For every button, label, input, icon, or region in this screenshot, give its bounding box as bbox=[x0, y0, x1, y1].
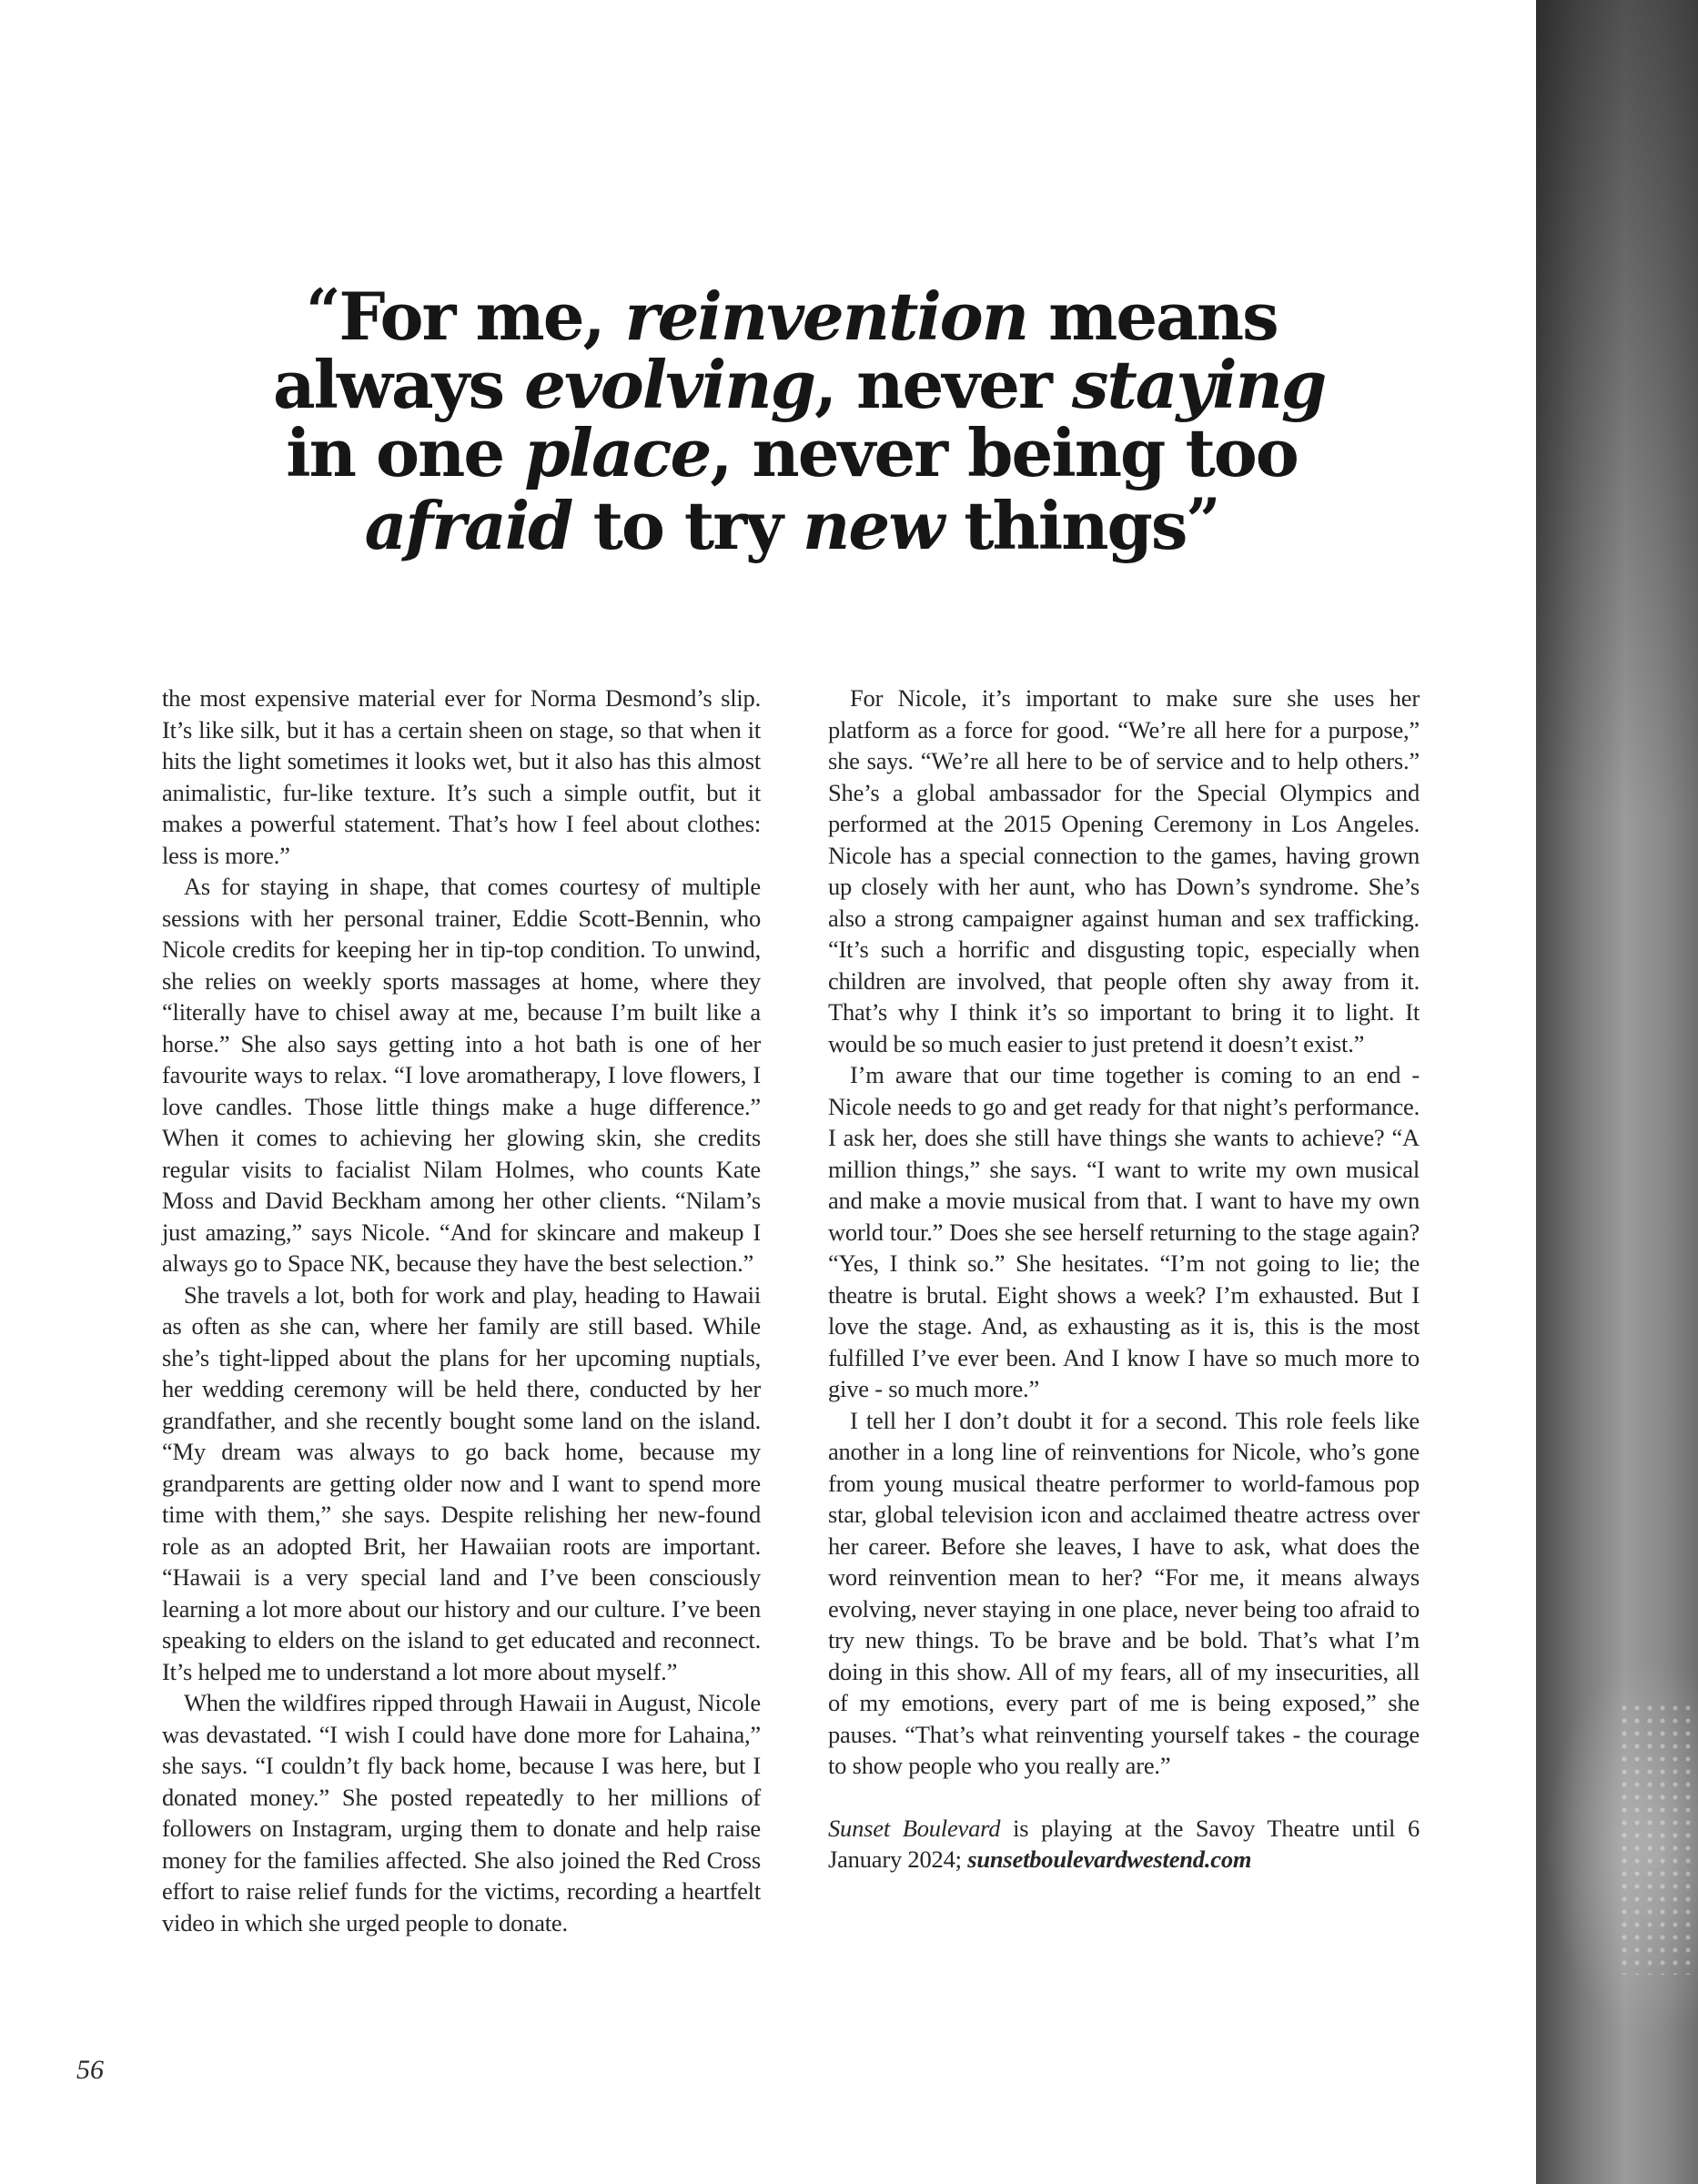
pull-quote-line-2 bbox=[273, 346, 1326, 423]
pull-quote-text: , never being too bbox=[710, 414, 1298, 491]
body-paragraph: She travels a lot, both for work and play, heading to Hawaii as often as she can, where her family are still based. While she’s tight-lipped about the plans for her upcoming nuptials, her wedding ceremony will be held there, conducted by her grandfather, and she recently bought some land on the island. “My dream was always to go back home, because my grandparents are getting older now and I want to spend more time with them,” she says. Despite relishing her new-found role as an adopted Brit, her Hawaiian roots are important. “Hawaii is a very special land and I’ve been consciously learning a lot more about our history and our culture. I’ve been speaking to elders on the island to get educated and reconnect. It’s helped me to understand a lot more about myself.” bbox=[162, 1280, 761, 1685]
page-number: 56 bbox=[76, 2055, 104, 2085]
body-paragraph: As for staying in shape, that comes courtesy of multiple sessions with her personal trainer, Eddie Scott-Bennin, who Nicole credits for keeping her in tip-top condition. To unwind, she relies on weekly sports massages at home, where they “literally have to chisel away at me, because I’m built like a horse.” She also says getting into a hot bath is one of her favourite ways to relax. “I love aromatherapy, I love flowers, I love candles. Those little things make a huge difference.” When it comes to achieving her glowing skin, she credits regular visits to facialist Nilam Holmes, who counts Kate Moss and David Beckham among her other clients. “Nilam’s just amazing,” says Nicole. “And for skincare and makeup I always go to Space NK, because they have the best selection.” bbox=[162, 873, 761, 1277]
photo-shadow bbox=[1536, 0, 1698, 819]
photo-tulle-texture bbox=[1618, 1702, 1698, 1975]
pull-quote-text: to try bbox=[571, 487, 804, 564]
pull-quote bbox=[273, 276, 1326, 564]
pull-quote-text: means bbox=[1027, 278, 1278, 355]
show-credit bbox=[828, 1813, 1420, 1876]
body-paragraph: the most expensive material ever for Norma Desmond’s slip. It’s like silk, but it has a certain sheen on stage, so that when it hits the light sometimes it looks wet, but it also has this almost animalistic, fur-like texture. It’s such a simple outfit, but it makes a powerful statement. That’s how I feel about clothes: less is more.” bbox=[162, 684, 761, 869]
body-paragraph: For Nicole, it’s important to make sure she uses her platform as a force for good. “We’re all here for a purpose,” she says. “We’re all here to be of service and to help others.” She’s a global ambassador for the Special Olympics and performed at the 2015 Opening Ceremony in Los Angeles. Nicole has a special connection to the games, having grown up closely with her aunt, who has Down’s syndrome. She’s also a strong campaigner against human and sex trafficking. “It’s such a horrific and disgusting topic, especially when children are involved, that people often shy away from it. That’s why I think it’s so important to bring it to light. It would be so much easier to just pretend it doesn’t exist.” bbox=[828, 684, 1420, 1057]
pull-quote-text: always bbox=[273, 346, 525, 423]
pull-quote-text: , never bbox=[814, 346, 1072, 423]
pull-quote-text: things bbox=[943, 487, 1187, 564]
body-paragraph: When the wildfires ripped through Hawaii in August, Nicole was devastated. “I wish I could have done more for Lahaina,” she says. “I couldn’t fly back home, because I was here, but I donated money.” She posted repeatedly to her millions of followers on Instagram, urging them to donate and help raise money for the families affected. She also joined the Red Cross effort to raise relief funds for the victims, recording a heartfelt video in which she urged people to donate. bbox=[162, 1689, 761, 1936]
pull-quote-line-4 bbox=[273, 485, 1310, 564]
pull-quote-emphasis: staying bbox=[1071, 346, 1326, 423]
pull-quote-text: in one bbox=[286, 414, 525, 491]
body-paragraph: I’m aware that our time together is coming to an end - Nicole needs to go and get ready for that night’s performance. I ask her, does she still have things she wants to achieve? “A million things,” she says. “I want to write my own musical and make a movie musical from that. I want to have my own world tour.” Does she see herself returning to the stage again? “Yes, I think so.” She hesitates. “I’m not going to lie; the theatre is brutal. Eight shows a week? I’m exhausted. But I love the stage. And, as exhausting as it is, this is the most fulfilled I’ve ever been. And I know I have so much more to give - so much more.” bbox=[828, 1061, 1420, 1402]
pull-quote-emphasis: reinvention bbox=[624, 278, 1028, 355]
show-credit-text: is playing at the Savoy Theatre until 6 January 2024; bbox=[828, 1814, 1420, 1873]
show-title: Sunset Boulevard bbox=[828, 1814, 1001, 1842]
pull-quote-emphasis: place bbox=[524, 414, 711, 491]
pull-quote-emphasis: afraid bbox=[364, 487, 572, 564]
article-column-left bbox=[162, 682, 761, 1938]
pull-quote-text: For me, bbox=[339, 278, 625, 355]
edge-photograph bbox=[1536, 0, 1698, 2184]
close-quote-mark: ” bbox=[1186, 485, 1219, 556]
body-paragraph: I tell her I don’t doubt it for a second. This role feels like another in a long line of reinventions for Nicole, who’s gone from young musical theatre performer to world-famous pop star, global television icon and acclaimed theatre actress over her career. Before she leaves, I have to ask, what does the word reinvention mean to her? “For me, it means always evolving, never staying in one place, never being too afraid to try new things. To be brave and be bold. That’s what I’m doing in this show. All of my fears, all of my insecurities, all of my emotions, every part of me is being exposed,” she pauses. “That’s what reinventing yourself takes - the courage to show people who you really are.” bbox=[828, 1406, 1420, 1779]
article-column-right bbox=[828, 682, 1420, 1876]
pull-quote-emphasis: evolving bbox=[524, 346, 814, 423]
pull-quote-line-1 bbox=[273, 276, 1310, 355]
open-quote-mark: “ bbox=[306, 276, 339, 347]
pull-quote-emphasis: new bbox=[803, 487, 944, 564]
pull-quote-line-3 bbox=[273, 414, 1310, 491]
show-website-link[interactable]: sunsetboulevardwestend.com bbox=[967, 1845, 1252, 1873]
